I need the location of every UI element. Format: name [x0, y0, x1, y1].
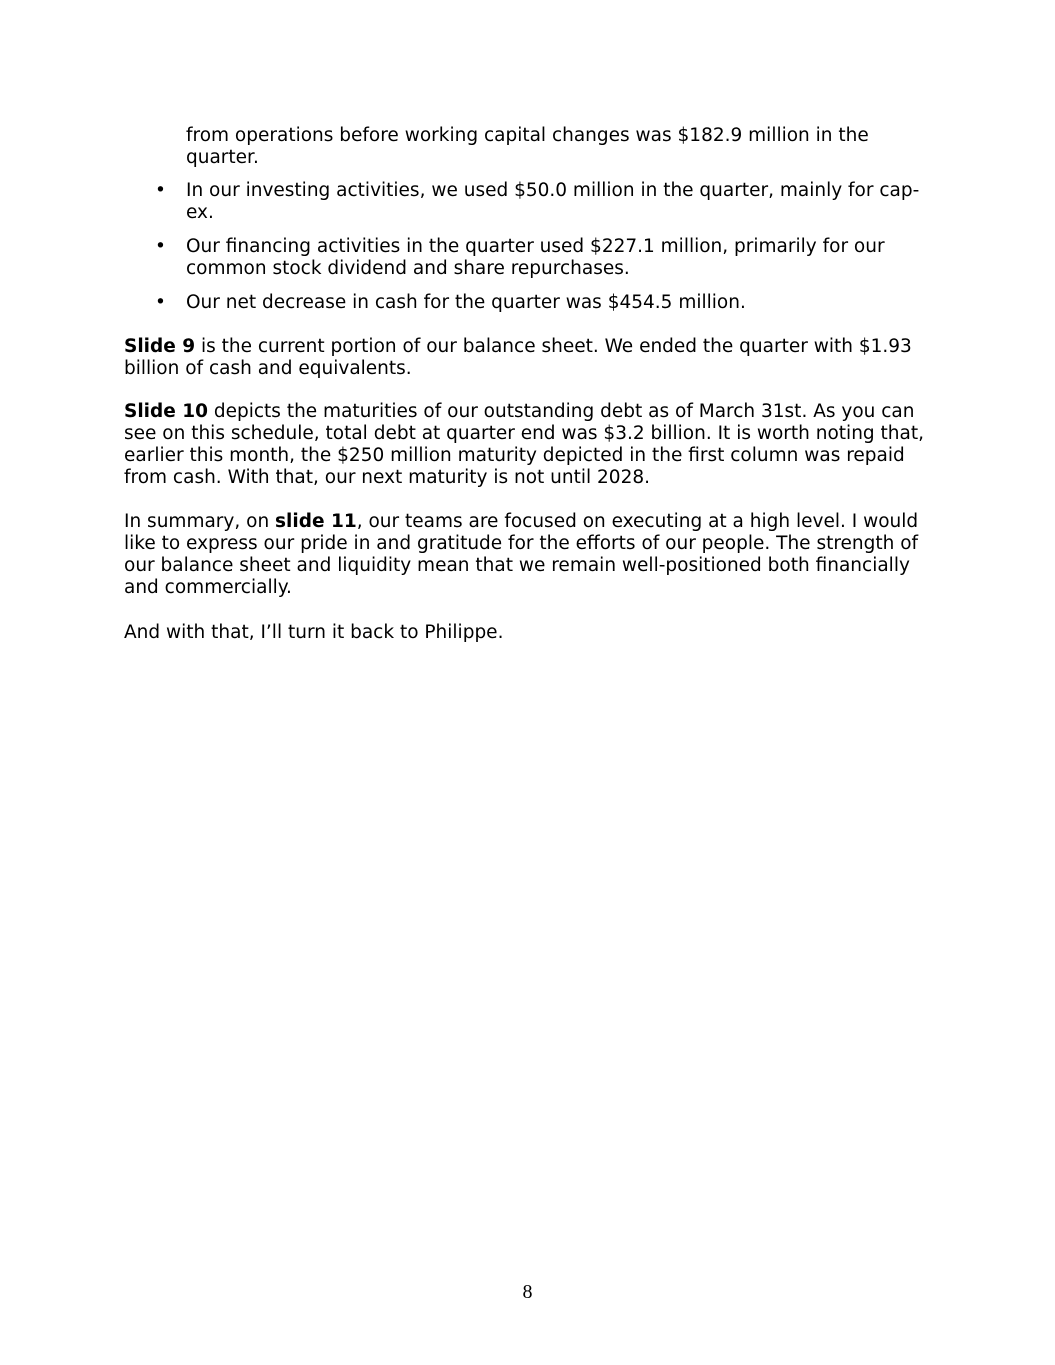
bullet-text: Our financing activities in the quarter used $227.1 million, primarily for our common stock dividend and share repurchases.	[186, 236, 885, 279]
bullet-symbol: •	[155, 292, 166, 313]
paragraph-text: In summary, on	[124, 511, 276, 532]
slide-reference: Slide 10	[124, 401, 208, 422]
paragraph-summary	[124, 511, 924, 599]
paragraph-slide-9	[124, 336, 924, 380]
bullet-symbol: •	[155, 180, 166, 201]
slide-reference: Slide 9	[124, 336, 196, 357]
bullet-text: Our net decrease in cash for the quarter was $454.5 million.	[186, 292, 746, 313]
paragraph-slide-10	[124, 401, 924, 489]
paragraph-text: depicts the maturities of our outstanding debt as of March 31st. As you can see on this schedule, total debt at quarter end was $3.2 billion. It is worth noting that, earlier this month, the $250 million maturity depicted in the first column was repaid from cash. With that, our next maturity is not until 2028.	[124, 401, 924, 488]
bullet-text: In our investing activities, we used $50.0 million in the quarter, mainly for cap-ex.	[186, 180, 920, 223]
bullet-symbol: •	[155, 236, 166, 257]
slide-reference: slide 11	[275, 511, 357, 532]
paragraph-text: is the current portion of our balance sheet. We ended the quarter with $1.93 billion of cash and equivalents.	[124, 336, 912, 379]
continued-bullet-text: from operations before working capital changes was $182.9 million in the quarter.	[186, 125, 869, 168]
paragraph-text: , our teams are focused on executing at a high level. I would like to express our pride in and gratitude for the efforts of our people. The strength of our balance sheet and liquidity mean that we remain well-positioned both financially and commercially.	[124, 511, 919, 598]
paragraph-closing: And with that, I’ll turn it back to Philippe.	[124, 622, 504, 643]
page-number: 8	[522, 1281, 533, 1303]
